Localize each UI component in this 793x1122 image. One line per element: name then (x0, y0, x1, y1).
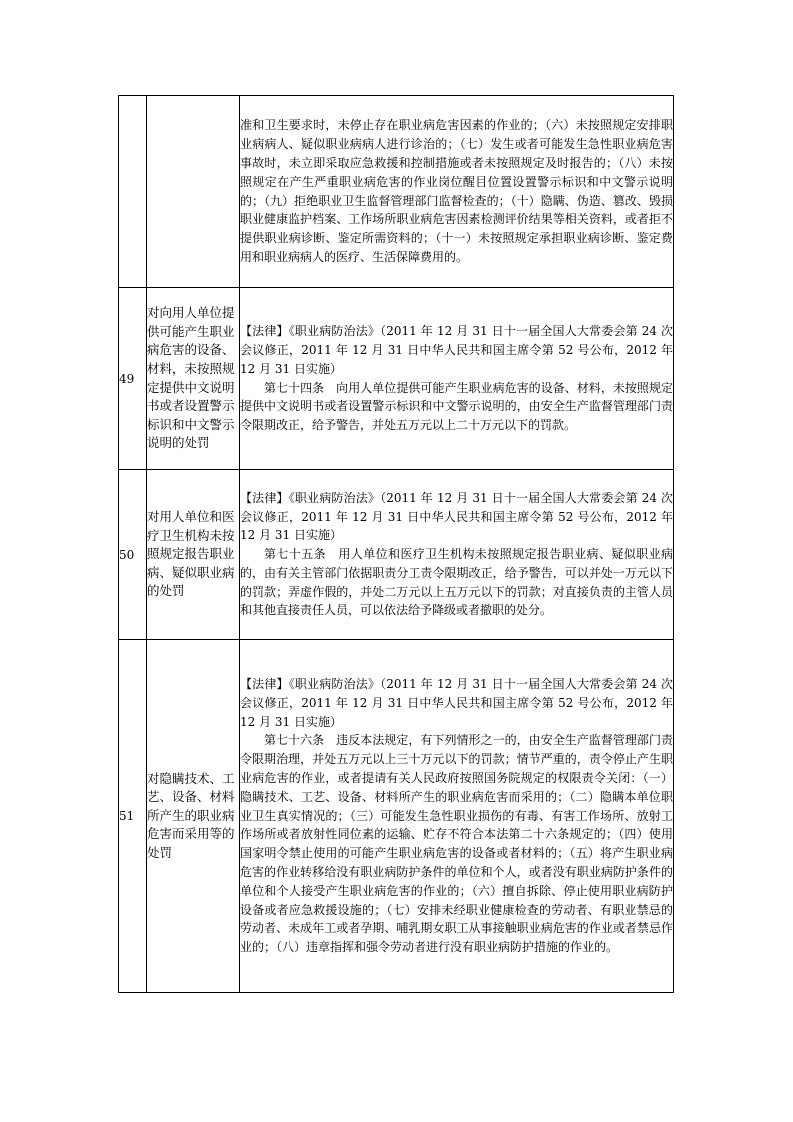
table-row (119, 640, 674, 993)
row-number (119, 96, 147, 288)
row-title: 对用人单位和医疗卫生机构未按照规定报告职业病、疑似职业病的处罚 (147, 470, 240, 640)
legal-text: 准和卫生要求时，未停止存在职业病危害因素的作业的；（六）未按照规定安排职业病病人、疑似职业病病人进行诊治的；（七）发生或者可能发生急性职业病危害事故时，未立即采取应急救援和控制措施或者未按照规定及时报告的；（八）未按照规定在产生严重职业病危害的作业岗位醒目位置设置警示标识和中文警示说明的；（九）拒绝职业卫生监督管理部门监督检查的；（十）隐瞒、伪造、篡改、毁损职业健康监护档案、工作场所职业病危害因素检测评价结果等相关资料，或者拒不提供职业病诊断、鉴定所需资料的；（十一）未按照规定承担职业病诊断、鉴定费用和职业病病人的医疗、生活保障费用的。 (240, 118, 673, 264)
row-title: 对隐瞒技术、工艺、设备、材料所产生的职业病危害而采用等的处罚 (147, 640, 240, 993)
legal-article: 第七十六条 违反本法规定，有下列情形之一的，由安全生产监督管理部门责令限期治理，并处五万元以上三十万元以下的罚款；情节严重的，责令停止产生职业病危害的作业，或者提请有关人民政府按照国务院规定的权限责令关闭：（一）隐瞒技术、工艺、设备、材料所产生的职业病危害而采用的；（二）隐瞒本单位职业卫生真实情况的；（三）可能发生急性职业损伤的有毒、有害工作场所、放射工作场所或者放射性同位素的运输、贮存不符合本法第二十六条规定的；（四）使用国家明令禁止使用的可能产生职业病危害的设备或者材料的；（五）将产生职业病危害的作业转移给没有职业病防护条件的单位和个人，或者没有职业病防护条件的单位和个人接受产生职业病危害的作业的；（六）擅自拆除、停止使用职业病防护设备或者应急救援设施的；（七）安排未经职业健康检查的劳动者、有职业禁忌的劳动者、未成年工或者孕期、哺乳期女职工从事接触职业病危害的作业或者禁忌作业的；（八）违章指挥和强令劳动者进行没有职业病防护措施的作业的。 (240, 733, 673, 955)
row-number: 50 (119, 470, 147, 640)
row-number: 51 (119, 640, 147, 993)
row-content (240, 640, 674, 993)
penalty-table (118, 95, 674, 993)
table-row (119, 470, 674, 640)
legal-article: 第七十五条 用人单位和医疗卫生机构未按照规定报告职业病、疑似职业病的，由有关主管部门依据职责分工责令限期改正，给予警告，可以并处一万元以下的罚款；弄虚作假的，并处二万元以上五万元以下的罚款；对直接负责的主管人员和其他直接责任人员，可以依法给予降级或者撤职的处分。 (240, 547, 673, 618)
legal-source: 【法律】《职业病防治法》（2011 年 12 月 31 日十一届全国人大常委会第 24 次会议修正，2011 年 12 月 31 日中华人民共和国主席令第 52 号公布，2012 年 12 月 31 日实施） (240, 677, 673, 729)
table-row (119, 96, 674, 288)
legal-source: 【法律】《职业病防治法》（2011 年 12 月 31 日十一届全国人大常委会第 24 次会议修正，2011 年 12 月 31 日中华人民共和国主席令第 52 号公布，2012 年 12 月 31 日实施） (240, 490, 673, 543)
row-content (240, 96, 674, 288)
row-number: 49 (119, 288, 147, 470)
row-title: 对向用人单位提供可能产生职业病危害的设备、材料，未按照规定提供中文说明书或者设置警示标识和中文警示说明的处罚 (147, 288, 240, 470)
row-title (147, 96, 240, 288)
table-row (119, 288, 674, 470)
legal-article: 第七十四条 向用人单位提供可能产生职业病危害的设备、材料，未按照规定提供中文说明书或者设置警示标识和中文警示说明的，由安全生产监督管理部门责令限期改正，给予警告，并处五万元以上二十万元以下的罚款。 (240, 380, 673, 433)
row-content (240, 288, 674, 470)
legal-source: 【法律】《职业病防治法》（2011 年 12 月 31 日十一届全国人大常委会第 24 次会议修正，2011 年 12 月 31 日中华人民共和国主席令第 52 号公布，2012 年 12 月 31 日实施） (240, 324, 673, 376)
row-content (240, 470, 674, 640)
